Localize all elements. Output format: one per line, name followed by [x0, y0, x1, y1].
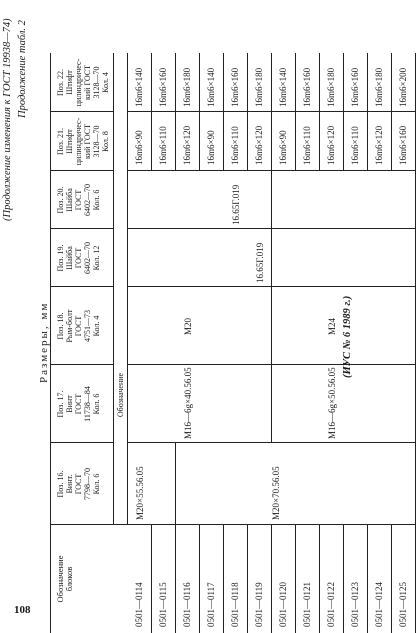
pos22-value: 16m6×160: [230, 67, 240, 107]
header-rule: [113, 53, 114, 525]
doc-reference: (Продолжение изменения к ГОСТ 19938—74): [2, 18, 13, 221]
pos21-value: 16m6×90: [206, 130, 216, 165]
column-header: Поз. 16. Винт. ГОСТ 7798—70 Кол. 6: [56, 468, 101, 500]
footer-note: (ИУС № 6 1989 г.): [342, 295, 353, 378]
subheader-rule: [127, 53, 128, 525]
row-rule: [271, 53, 272, 171]
block-code: 0501—0123: [350, 582, 360, 627]
pos22-value: 16m6×140: [134, 67, 144, 107]
pos21-value: 16m6×160: [398, 125, 408, 165]
column-header: Поз. 20. Шайба ГОСТ 6402—70 Кол. 6: [56, 184, 101, 216]
pos22-value: 16m6×180: [326, 67, 336, 107]
block-code: 0501—0124: [374, 582, 384, 627]
row-rule: [343, 53, 344, 171]
pos22-value: 16m6×180: [182, 67, 192, 107]
column-header: Поз. 22. Штифт цилиндричес- кий ГОСТ 3128—70 Кол. 4: [56, 58, 110, 107]
column-header: Поз. 21. Штифт цилиндричес- кий ГОСТ 3128—70 Кол. 8: [56, 117, 110, 166]
pos19-value: 16.65Г.019: [255, 242, 265, 283]
pos21-value: 16m6×110: [302, 126, 312, 165]
row-rule: [199, 53, 200, 171]
table-continuation: Продолжение табл. 2: [17, 20, 28, 118]
block-code: 0501—0116: [182, 582, 192, 627]
pos21-value: 16m6×120: [254, 125, 264, 165]
block-code: 0501—0119: [254, 582, 264, 627]
table-bottom-rule: [415, 53, 416, 633]
group-rule: [271, 287, 272, 365]
column-header: Обозначение блоков: [55, 555, 74, 603]
pos18-value: M20: [183, 317, 193, 335]
page-number: 108: [14, 604, 31, 616]
row-rule: [151, 525, 152, 633]
row-rule: [247, 53, 248, 171]
pos20-value: 16.65Г.019: [231, 184, 241, 225]
row-rule: [319, 53, 320, 171]
block-code: 0501—0122: [326, 582, 336, 627]
row-rule: [295, 53, 296, 171]
row-rule: [151, 53, 152, 171]
block-code: 0501—0114: [134, 582, 144, 627]
column-header: Поз. 19. Шайба ГОСТ 6402—70 Кол. 12: [56, 242, 101, 274]
group-rule: [271, 229, 272, 287]
body-column-divider: [127, 111, 415, 112]
group-rule: [271, 171, 272, 229]
pos21-value: 16m6×110: [350, 126, 360, 165]
group-rule: [175, 443, 176, 525]
pos22-value: 16m6×140: [278, 67, 288, 107]
pos21-value: 16m6×120: [374, 125, 384, 165]
table-top-rule: [50, 53, 51, 633]
block-code: 0501—0115: [158, 582, 168, 627]
sizes-title: Размеры, мм: [38, 301, 50, 383]
row-rule: [199, 525, 200, 633]
row-rule: [367, 525, 368, 633]
column-header: Поз. 18. Рым-болт ГОСТ 4751—73 Кол. 4: [56, 309, 101, 343]
row-rule: [223, 53, 224, 171]
block-code: 0501—0121: [302, 582, 312, 627]
pos22-value: 16m6×180: [374, 67, 384, 107]
pos21-value: 16m6×110: [158, 126, 168, 165]
pos16-value: M20×70.56.05: [271, 466, 281, 520]
pos21-value: 16m6×110: [230, 126, 240, 165]
row-rule: [343, 525, 344, 633]
row-rule: [391, 53, 392, 171]
pos22-value: 16m6×160: [350, 67, 360, 107]
pos22-value: 16m6×180: [254, 67, 264, 107]
row-rule: [175, 53, 176, 171]
group-rule: [271, 365, 272, 443]
pos17-value: M16—6g×50.56.05: [327, 367, 337, 439]
column-header: Поз. 17. Винт ГОСТ 11738—84 Кол. 6: [56, 386, 101, 422]
pos22-value: 16m6×140: [206, 67, 216, 107]
row-rule: [391, 525, 392, 633]
pos22-value: 16m6×160: [302, 67, 312, 107]
row-rule: [271, 525, 272, 633]
block-code: 0501—0125: [398, 582, 408, 627]
row-rule: [367, 53, 368, 171]
row-rule: [295, 525, 296, 633]
row-rule: [247, 525, 248, 633]
pos21-value: 16m6×120: [326, 125, 336, 165]
row-rule: [223, 525, 224, 633]
pos16-value: M20×55.56.05: [135, 466, 145, 520]
row-rule: [175, 525, 176, 633]
designation-subheader: Обозначение: [116, 372, 125, 418]
pos21-value: 16m6×90: [134, 130, 144, 165]
pos22-value: 16m6×160: [158, 67, 168, 107]
pos21-value: 16m6×90: [278, 130, 288, 165]
pos18-value: M24: [327, 317, 337, 335]
block-code: 0501—0117: [206, 582, 216, 627]
pos21-value: 16m6×120: [182, 125, 192, 165]
block-code: 0501—0118: [230, 582, 240, 627]
pos17-value: M16—6g×40.56.05: [183, 367, 193, 439]
row-rule: [319, 525, 320, 633]
pos22-value: 16m6×200: [398, 67, 408, 107]
block-code: 0501—0120: [278, 582, 288, 627]
